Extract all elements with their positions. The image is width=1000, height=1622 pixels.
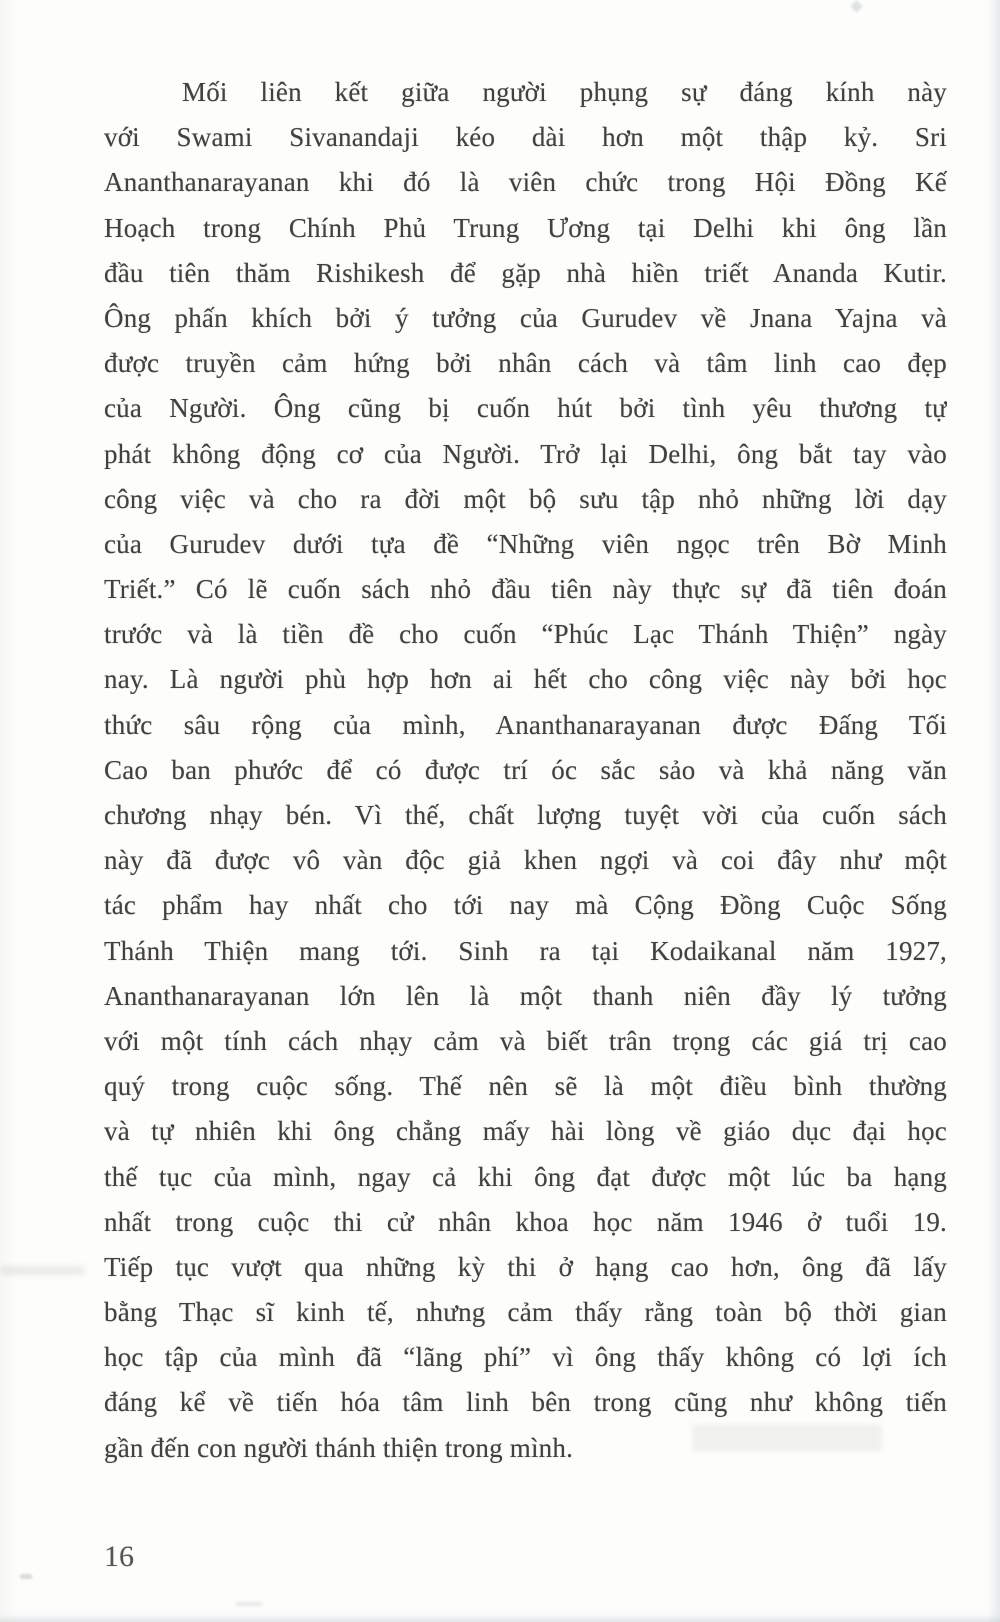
scan-speck-top	[850, 0, 863, 13]
body-paragraph	[104, 70, 947, 1471]
text-line: đáng kể về tiến hóa tâm linh bên trong cũng như không tiến	[104, 1387, 947, 1418]
text-line: Cao ban phước để có được trí óc sắc sảo và khả năng văn	[104, 754, 947, 785]
text-line: quý trong cuộc sống. Thế nên sẽ là một điều bình thường	[104, 1071, 947, 1102]
scan-dash-bottom	[236, 1602, 262, 1606]
page-number: 16	[104, 1540, 134, 1573]
text-line: tác phẩm hay nhất cho tới nay mà Cộng Đồng Cuộc Sống	[104, 890, 947, 921]
text-line: của Người. Ông cũng bị cuốn hút bởi tình yêu thương tự	[104, 393, 947, 424]
text-line: Tiếp tục vượt qua những kỳ thi ở hạng cao hơn, ông đã lấy	[104, 1251, 947, 1282]
text-line: học tập của mình đã “lãng phí” vì ông thấy không có lợi ích	[104, 1342, 947, 1373]
scan-edge-bottom	[0, 1615, 1000, 1622]
text-line: Thánh Thiện mang tới. Sinh ra tại Kodaikanal năm 1927,	[104, 935, 947, 966]
scan-smudge-left	[0, 1266, 85, 1275]
text-line: thức sâu rộng của mình, Ananthanarayanan được Đấng Tối	[104, 709, 947, 740]
text-line: của Gurudev dưới tựa đề “Những viên ngọc trên Bờ Minh	[104, 528, 947, 559]
text-line: nay. Là người phù hợp hơn ai hết cho công việc này bởi học	[104, 664, 947, 695]
text-line: này đã được vô vàn độc giả khen ngợi và coi đây như một	[104, 845, 947, 876]
text-line: với Swami Sivanandaji kéo dài hơn một thập kỷ. Sri	[104, 122, 947, 153]
text-line: Ananthanarayanan khi đó là viên chức trong Hội Đồng Kế	[104, 167, 947, 198]
scan-smudge-watermark	[692, 1424, 882, 1452]
text-line: Hoạch trong Chính Phủ Trung Ương tại Delhi khi ông lần	[104, 212, 947, 243]
text-line: Triết.” Có lẽ cuốn sách nhỏ đầu tiên này thực sự đã tiên đoán	[104, 574, 947, 605]
text-line: bằng Thạc sĩ kinh tế, nhưng cảm thấy rằng toàn bộ thời gian	[104, 1297, 947, 1328]
text-line: công việc và cho ra đời một bộ sưu tập nhỏ những lời dạy	[104, 483, 947, 514]
text-line: Ông phấn khích bởi ý tưởng của Gurudev về Jnana Yajna và	[104, 302, 947, 333]
text-line: đầu tiên thăm Rishikesh để gặp nhà hiền triết Ananda Kutir.	[104, 257, 947, 288]
scan-edge-right	[987, 0, 1000, 1622]
text-line: phát không động cơ của Người. Trở lại Delhi, ông bắt tay vào	[104, 438, 947, 469]
text-line: Mối liên kết giữa người phụng sự đáng kính này	[182, 77, 947, 107]
text-line: nhất trong cuộc thi cử nhân khoa học năm 1946 ở tuổi 19.	[104, 1206, 947, 1237]
text-line: được truyền cảm hứng bởi nhân cách và tâm linh cao đẹp	[104, 348, 947, 379]
text-line: gần đến con người thánh thiện trong mình.	[104, 1432, 574, 1463]
scan-speck-bottom-left	[20, 1574, 32, 1579]
text-line: thế tục của mình, ngay cả khi ông đạt được một lúc ba hạng	[104, 1161, 947, 1192]
text-line: Ananthanarayanan lớn lên là một thanh niên đầy lý tưởng	[104, 980, 947, 1011]
text-line: và tự nhiên khi ông chẳng mấy hài lòng về giáo dục đại học	[104, 1116, 947, 1147]
text-line: với một tính cách nhạy cảm và biết trân trọng các giá trị cao	[104, 1025, 947, 1056]
text-line: trước và là tiền đề cho cuốn “Phúc Lạc Thánh Thiện” ngày	[104, 619, 947, 650]
text-line: chương nhạy bén. Vì thế, chất lượng tuyệt vời của cuốn sách	[104, 800, 947, 830]
